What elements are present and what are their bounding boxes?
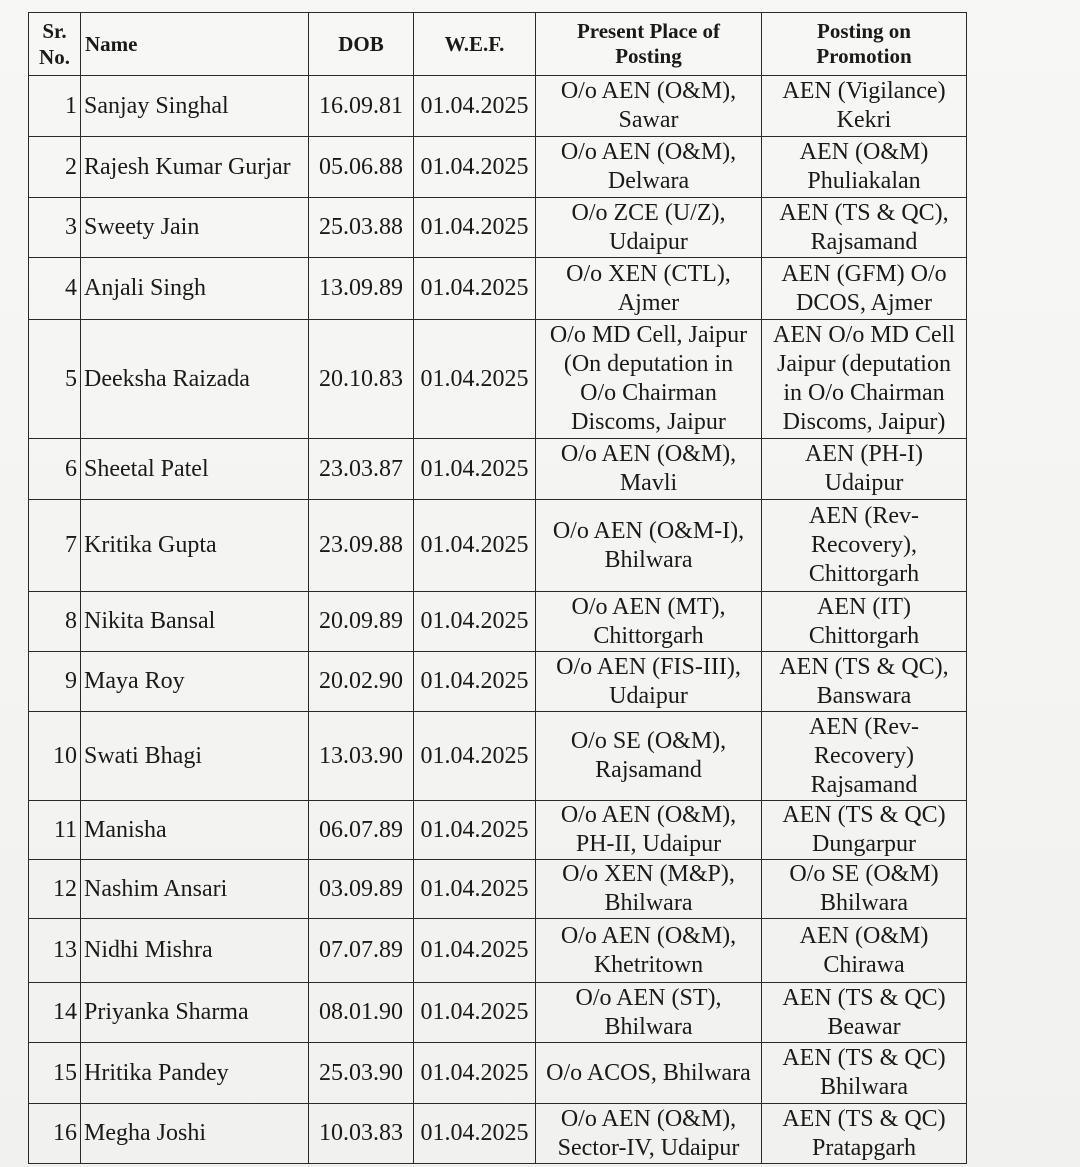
present-posting-line: Rajsamand bbox=[595, 757, 702, 783]
employee-name: Swati Bhagi bbox=[81, 712, 309, 801]
date-of-birth: 13.03.90 bbox=[309, 712, 414, 801]
table-row bbox=[29, 919, 967, 983]
with-effect-from: 01.04.2025 bbox=[414, 439, 536, 500]
promotion-posting-line: Discoms, Jaipur) bbox=[782, 409, 946, 435]
serial-number: 11 bbox=[29, 801, 81, 860]
serial-number: 10 bbox=[29, 712, 81, 801]
date-of-birth: 08.01.90 bbox=[309, 983, 414, 1043]
present-posting-line: Bhilwara bbox=[604, 546, 693, 573]
serial-number: 8 bbox=[29, 592, 81, 652]
serial-number: 13 bbox=[29, 919, 81, 983]
promotion-posting bbox=[762, 258, 967, 320]
employee-name: Hritika Pandey bbox=[81, 1043, 309, 1104]
employee-name: Deeksha Raizada bbox=[81, 320, 309, 439]
promotion-posting-line: Banswara bbox=[816, 682, 912, 709]
serial-number: 16 bbox=[29, 1104, 81, 1164]
present-posting-line: O/o AEN (O&M), bbox=[560, 802, 737, 828]
header-sr-no bbox=[29, 13, 81, 76]
header-sr-line1: Sr. bbox=[42, 19, 67, 43]
date-of-birth: 20.02.90 bbox=[309, 652, 414, 712]
serial-number: 4 bbox=[29, 258, 81, 320]
present-posting-line: O/o XEN (CTL), bbox=[566, 260, 731, 287]
serial-number: 15 bbox=[29, 1043, 81, 1104]
header-dob: DOB bbox=[309, 13, 414, 76]
date-of-birth: 07.07.89 bbox=[309, 919, 414, 983]
table-row bbox=[29, 76, 967, 137]
employee-name: Maya Roy bbox=[81, 652, 309, 712]
present-posting-line: O/o AEN (O&M-I), bbox=[552, 517, 745, 544]
present-posting-line: (On deputation in bbox=[563, 351, 734, 377]
present-posting-line: O/o AEN (O&M), bbox=[560, 922, 737, 949]
employee-name: Sheetal Patel bbox=[81, 439, 309, 500]
promotion-posting-line: Jaipur (deputation bbox=[777, 351, 951, 377]
with-effect-from: 01.04.2025 bbox=[414, 860, 536, 919]
date-of-birth: 06.07.89 bbox=[309, 801, 414, 860]
present-posting-line: O/o AEN (O&M), bbox=[560, 441, 737, 467]
with-effect-from: 01.04.2025 bbox=[414, 76, 536, 137]
present-posting-line: O/o ACOS, Bhilwara bbox=[546, 1059, 751, 1086]
promotion-posting-line: AEN (Vigilance) bbox=[782, 78, 946, 104]
table-row bbox=[29, 592, 967, 652]
with-effect-from: 01.04.2025 bbox=[414, 712, 536, 801]
promotion-posting-line: DCOS, Ajmer bbox=[795, 289, 932, 316]
date-of-birth: 05.06.88 bbox=[309, 137, 414, 198]
serial-number: 1 bbox=[29, 76, 81, 137]
date-of-birth: 25.03.88 bbox=[309, 198, 414, 258]
table-row bbox=[29, 801, 967, 860]
header-promotion-line1: Posting on bbox=[817, 19, 911, 43]
table-row bbox=[29, 983, 967, 1043]
present-posting-line: O/o XEN (M&P), bbox=[562, 861, 735, 887]
serial-number: 9 bbox=[29, 652, 81, 712]
promotion-posting-line: AEN (TS & QC) bbox=[782, 984, 946, 1011]
table-row bbox=[29, 712, 967, 801]
present-posting-line: O/o AEN (O&M), bbox=[560, 139, 737, 165]
employee-name: Nashim Ansari bbox=[81, 860, 309, 919]
serial-number: 2 bbox=[29, 137, 81, 198]
present-posting-line: O/o Chairman bbox=[580, 380, 717, 406]
employee-name: Priyanka Sharma bbox=[81, 983, 309, 1043]
present-posting bbox=[536, 983, 762, 1043]
table-row bbox=[29, 1104, 967, 1164]
promotion-posting-line: Phuliakalan bbox=[807, 168, 921, 194]
present-posting bbox=[536, 258, 762, 320]
present-posting-line: O/o AEN (ST), bbox=[575, 984, 722, 1011]
date-of-birth: 20.09.89 bbox=[309, 592, 414, 652]
promotion-posting-line: Chittorgarh bbox=[808, 622, 920, 649]
present-posting bbox=[536, 500, 762, 592]
present-posting bbox=[536, 320, 762, 439]
promotion-posting-line: O/o SE (O&M) bbox=[789, 861, 939, 887]
with-effect-from: 01.04.2025 bbox=[414, 652, 536, 712]
employee-name: Manisha bbox=[81, 801, 309, 860]
promotion-posting-line: Recovery) bbox=[814, 742, 914, 769]
date-of-birth: 13.09.89 bbox=[309, 258, 414, 320]
present-posting bbox=[536, 592, 762, 652]
header-present-line2: Posting bbox=[615, 44, 682, 68]
table-row bbox=[29, 500, 967, 592]
with-effect-from: 01.04.2025 bbox=[414, 983, 536, 1043]
present-posting bbox=[536, 712, 762, 801]
employee-name: Nikita Bansal bbox=[81, 592, 309, 652]
employee-name: Anjali Singh bbox=[81, 258, 309, 320]
serial-number: 7 bbox=[29, 500, 81, 592]
promotion-posting-table bbox=[28, 12, 967, 1164]
promotion-posting bbox=[762, 137, 967, 198]
promotion-posting-line: AEN (GFM) O/o bbox=[781, 260, 947, 287]
present-posting bbox=[536, 1104, 762, 1164]
table-row bbox=[29, 439, 967, 500]
with-effect-from: 01.04.2025 bbox=[414, 320, 536, 439]
with-effect-from: 01.04.2025 bbox=[414, 198, 536, 258]
present-posting bbox=[536, 439, 762, 500]
promotion-posting bbox=[762, 1043, 967, 1104]
table-row bbox=[29, 860, 967, 919]
promotion-posting-line: Beawar bbox=[827, 1013, 901, 1040]
promotion-posting-line: AEN (TS & QC), bbox=[779, 199, 949, 226]
present-posting-line: Delwara bbox=[607, 168, 690, 194]
promotion-posting-line: Chirawa bbox=[823, 951, 905, 978]
present-posting bbox=[536, 860, 762, 919]
promotion-posting-line: AEN (TS & QC), bbox=[779, 653, 949, 680]
date-of-birth: 23.09.88 bbox=[309, 500, 414, 592]
table-row bbox=[29, 198, 967, 258]
table-row bbox=[29, 137, 967, 198]
with-effect-from: 01.04.2025 bbox=[414, 1104, 536, 1164]
present-posting-line: O/o ZCE (U/Z), bbox=[571, 199, 726, 226]
present-posting-line: PH-II, Udaipur bbox=[575, 831, 722, 857]
present-posting-line: Bhilwara bbox=[604, 1013, 693, 1040]
promotion-posting-line: Udaipur bbox=[824, 470, 904, 496]
promotion-posting-line: AEN (TS & QC) bbox=[782, 802, 946, 828]
table-header-row bbox=[29, 13, 967, 76]
table-row bbox=[29, 652, 967, 712]
header-present-line1: Present Place of bbox=[576, 19, 721, 43]
header-name: Name bbox=[81, 13, 309, 76]
present-posting-line: Udaipur bbox=[609, 682, 688, 709]
with-effect-from: 01.04.2025 bbox=[414, 500, 536, 592]
date-of-birth: 25.03.90 bbox=[309, 1043, 414, 1104]
present-posting bbox=[536, 652, 762, 712]
promotion-posting-line: AEN O/o MD Cell bbox=[773, 322, 955, 348]
table-body bbox=[29, 76, 967, 1164]
present-posting-line: Ajmer bbox=[617, 289, 680, 316]
promotion-posting-line: AEN (TS & QC) bbox=[782, 1105, 946, 1132]
promotion-posting-line: Recovery), bbox=[811, 532, 917, 558]
employee-name: Kritika Gupta bbox=[81, 500, 309, 592]
serial-number: 14 bbox=[29, 983, 81, 1043]
promotion-posting-line: AEN (IT) bbox=[817, 593, 911, 620]
promotion-posting-line: AEN (TS & QC) bbox=[782, 1045, 946, 1071]
serial-number: 6 bbox=[29, 439, 81, 500]
promotion-posting-line: Bhilwara bbox=[820, 1074, 908, 1100]
promotion-posting-line: Bhilwara bbox=[820, 890, 908, 916]
promotion-posting bbox=[762, 801, 967, 860]
promotion-posting bbox=[762, 712, 967, 801]
employee-name: Rajesh Kumar Gurjar bbox=[81, 137, 309, 198]
present-posting-line: Sawar bbox=[618, 107, 679, 133]
date-of-birth: 23.03.87 bbox=[309, 439, 414, 500]
header-sr-line2: No. bbox=[39, 45, 70, 69]
present-posting-line: O/o AEN (O&M), bbox=[560, 1105, 737, 1132]
present-posting-line: Udaipur bbox=[609, 228, 688, 255]
employee-name: Megha Joshi bbox=[81, 1104, 309, 1164]
promotion-posting-line: Rajsamand bbox=[810, 771, 918, 798]
date-of-birth: 10.03.83 bbox=[309, 1104, 414, 1164]
date-of-birth: 20.10.83 bbox=[309, 320, 414, 439]
promotion-posting bbox=[762, 439, 967, 500]
present-posting-line: Chittorgarh bbox=[593, 622, 704, 649]
present-posting-line: Sector-IV, Udaipur bbox=[557, 1134, 740, 1161]
present-posting bbox=[536, 801, 762, 860]
promotion-posting-line: AEN (Rev- bbox=[809, 503, 919, 529]
header-promotion-line2: Promotion bbox=[816, 44, 912, 68]
with-effect-from: 01.04.2025 bbox=[414, 592, 536, 652]
employee-name: Sweety Jain bbox=[81, 198, 309, 258]
promotion-posting bbox=[762, 76, 967, 137]
promotion-posting-line: in O/o Chairman bbox=[783, 380, 945, 406]
promotion-posting-line: AEN (O&M) bbox=[799, 139, 929, 165]
present-posting-line: O/o AEN (MT), bbox=[571, 593, 726, 620]
present-posting bbox=[536, 137, 762, 198]
with-effect-from: 01.04.2025 bbox=[414, 258, 536, 320]
present-posting-line: O/o SE (O&M), bbox=[570, 728, 727, 754]
serial-number: 12 bbox=[29, 860, 81, 919]
promotion-posting bbox=[762, 919, 967, 983]
present-posting-line: Mavli bbox=[619, 470, 678, 496]
serial-number: 5 bbox=[29, 320, 81, 439]
promotion-posting-line: AEN (Rev- bbox=[809, 713, 919, 740]
present-posting bbox=[536, 198, 762, 258]
table-row bbox=[29, 1043, 967, 1104]
table-row bbox=[29, 320, 967, 439]
promotion-posting bbox=[762, 652, 967, 712]
present-posting-line: Bhilwara bbox=[604, 890, 693, 916]
promotion-posting-line: Dungarpur bbox=[812, 831, 916, 857]
present-posting-line: O/o AEN (FIS-III), bbox=[556, 653, 741, 680]
date-of-birth: 16.09.81 bbox=[309, 76, 414, 137]
table-row bbox=[29, 258, 967, 320]
promotion-posting-line: Chittorgarh bbox=[808, 561, 920, 587]
promotion-posting bbox=[762, 983, 967, 1043]
with-effect-from: 01.04.2025 bbox=[414, 801, 536, 860]
with-effect-from: 01.04.2025 bbox=[414, 1043, 536, 1104]
present-posting bbox=[536, 1043, 762, 1104]
promotion-posting-line: Kekri bbox=[836, 107, 892, 133]
header-present-posting bbox=[536, 13, 762, 76]
promotion-posting bbox=[762, 500, 967, 592]
date-of-birth: 03.09.89 bbox=[309, 860, 414, 919]
present-posting-line: Discoms, Jaipur bbox=[571, 409, 726, 435]
promotion-posting-line: Pratapgarh bbox=[812, 1134, 916, 1161]
header-promotion-posting bbox=[762, 13, 967, 76]
promotion-posting-line: Rajsamand bbox=[810, 228, 918, 255]
present-posting bbox=[536, 76, 762, 137]
employee-name: Sanjay Singhal bbox=[81, 76, 309, 137]
with-effect-from: 01.04.2025 bbox=[414, 137, 536, 198]
promotion-posting-line: AEN (PH-I) bbox=[805, 441, 923, 467]
with-effect-from: 01.04.2025 bbox=[414, 919, 536, 983]
present-posting-line: O/o AEN (O&M), bbox=[560, 78, 737, 104]
promotion-posting bbox=[762, 198, 967, 258]
present-posting bbox=[536, 919, 762, 983]
header-wef: W.E.F. bbox=[414, 13, 536, 76]
promotion-posting bbox=[762, 320, 967, 439]
promotion-posting bbox=[762, 592, 967, 652]
present-posting-line: Khetritown bbox=[593, 951, 704, 978]
promotion-posting bbox=[762, 1104, 967, 1164]
employee-name: Nidhi Mishra bbox=[81, 919, 309, 983]
promotion-posting bbox=[762, 860, 967, 919]
promotion-posting-line: AEN (O&M) bbox=[799, 922, 929, 949]
present-posting-line: O/o MD Cell, Jaipur bbox=[549, 322, 748, 348]
serial-number: 3 bbox=[29, 198, 81, 258]
